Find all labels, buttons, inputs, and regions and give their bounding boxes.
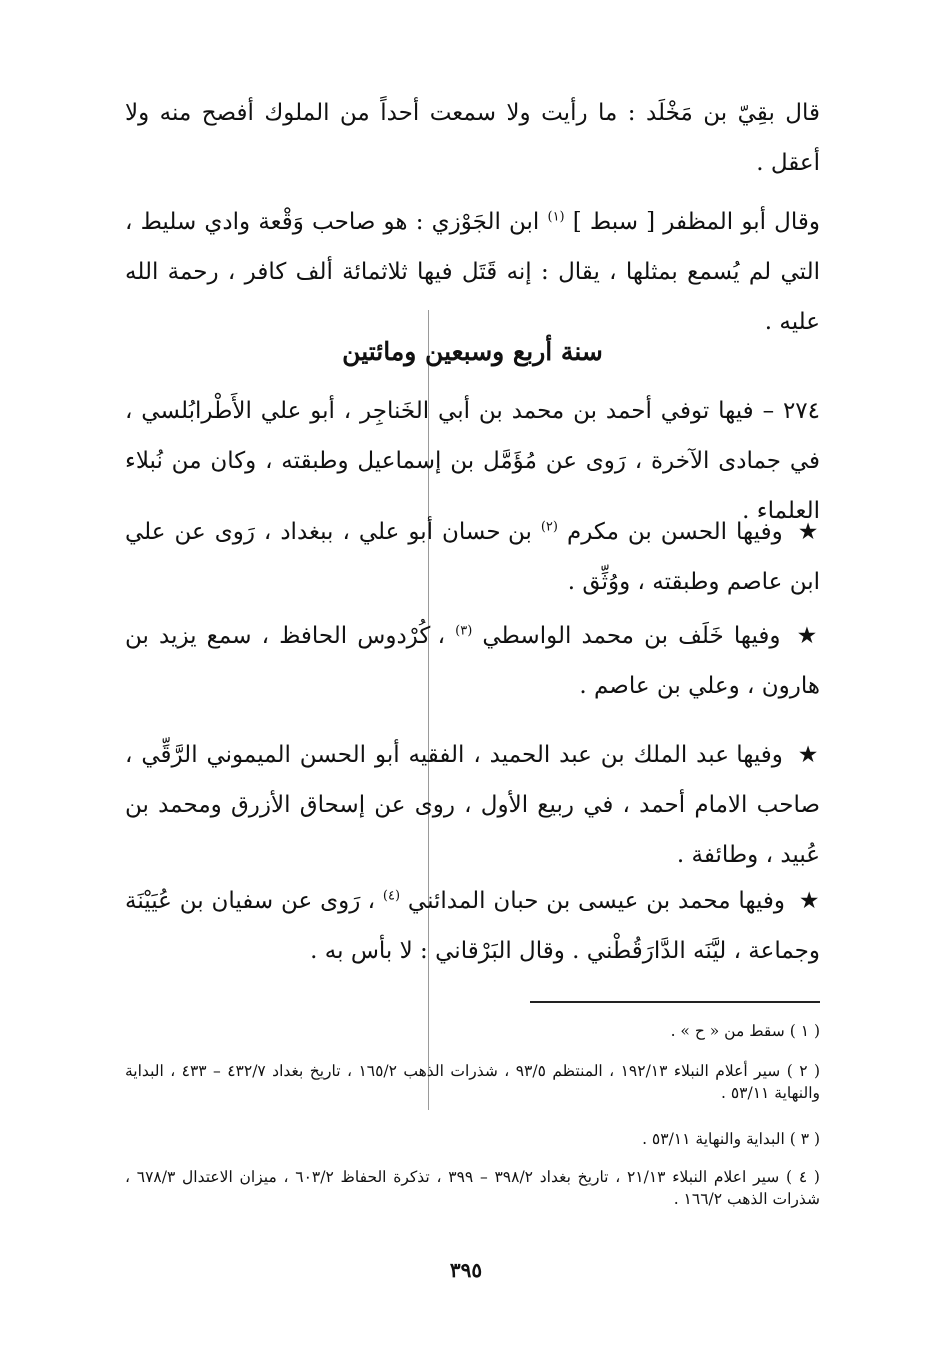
paragraph-abu-muzaffar: وقال أبو المظفر [ سبط ] $^{(١)}$ ابن الجَوْزي : هو صاحب وَقْعة وادي سليط ، التي لم يُسمع بمثلها ، يقال : إنه قَتَل فيها ثلاثمائة ألف كافر ، رحمة الله عليه . [125,209,820,335]
year-heading: سنة أربع وسبعين ومائتين [342,337,603,366]
paragraph-baqi: قال بقِيّ بن مَخْلَد : ما رأيت ولا سمعت أحداً من الملوك أفصح منه ولا أعقل . [125,100,820,176]
star-icon: ★ [797,742,821,768]
footnote-2: ( ٢ ) سير أعلام النبلاء ١٩٢/١٣ ، المنتظم ٩٣/٥ ، شذرات الذهب ١٦٥/٢ ، تاريخ بغداد ٤٣٢/٧ – ٤٣٣ ، البداية والنهاية ٥٣/١١ . [125,1062,820,1102]
footnote-number: ( ٢ ) [786,1062,820,1080]
entry-abd-al-malik: ★ وفيها عبد الملك بن عبد الحميد ، الفقيه أبو الحسن الميموني الرَّقِّي ، صاحب الامام أحمد ، في ربيع الأول ، روى عن إسحاق الأزرق ومحمد بن عُبيد ، وطائفة . [125,742,821,868]
entry-274: ٢٧٤ – فيها توفي أحمد بن محمد بن أبي الخَناجِر ، أبو علي الأَطْرابُلسي ، في جمادى الآخرة ، رَوى عن مُؤَمَّل بن إسماعيل وطبقته ، وكان من نُبلاء العلماء . [125,398,821,524]
footnote-4: ( ٤ ) سير اعلام النبلاء ٢١/١٣ ، تاريخ بغداد ٣٩٨/٢ – ٣٩٩ ، تذكرة الحفاظ ٦٠٣/٢ ، ميزان الاعتدال ٦٧٨/٣ ، شذرات الذهب ١٦٦/٢ . [125,1168,820,1208]
star-icon: ★ [798,888,821,914]
footnote-1: ( ١ ) سقط من « ح » . [670,1022,820,1040]
footnote-3: ( ٣ ) البداية والنهاية ٥٣/١١ . [642,1130,820,1148]
entry-hasan-mukram: ★ وفيها الحسن بن مكرم $^{(٢)}$ بن حسان أبو علي ، ببغداد ، رَوى عن علي ابن عاصم وطبقته ، ووُثِّق . [125,519,820,595]
footnote-number: ( ٣ ) [789,1130,820,1148]
entry-muhammad-isa: ★ وفيها محمد بن عيسى بن حبان المدائني $^{(٤)}$ ، رَوى عن سفيان بن عُيَيْنَة وجماعة ، ليَّنَه الدَّارَقُطْني . وقال البَرْقاني : لا بأس به . [125,888,821,964]
footnote-ref-1[interactable]: (١) [547,209,565,225]
page-number: ٣٩٥ [449,1258,483,1282]
footnote-separator [530,1001,820,1003]
entry-number: ٢٧٤ – [762,398,821,424]
footnote-ref-3[interactable]: (٣) [455,623,473,639]
entry-khalaf: ★ وفيها خَلَف بن محمد الواسطي $^{(٣)}$ ، كُرْدوس الحافظ ، سمع يزيد بن هارون ، وعلي بن عاصم . [125,623,820,699]
footnote-number: ( ٤ ) [786,1168,820,1186]
star-icon: ★ [797,519,820,545]
footnote-ref-4[interactable]: (٤) [382,888,401,904]
footnote-ref-2[interactable]: (٢) [540,519,558,535]
footnote-number: ( ١ ) [789,1022,820,1040]
star-icon: ★ [796,623,820,649]
